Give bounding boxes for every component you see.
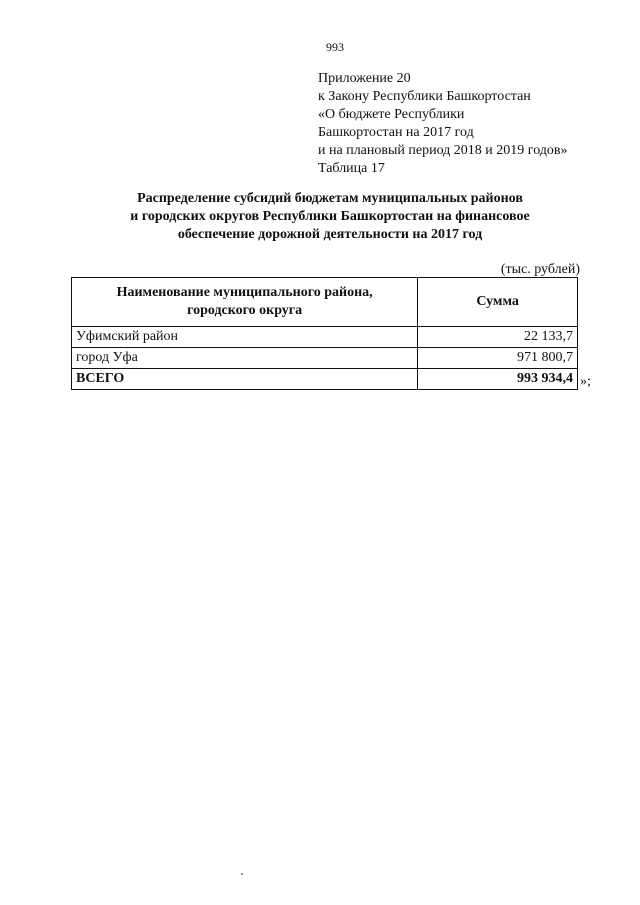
document-title [80,190,580,244]
header-name [72,278,418,327]
closing-quote-mark: »; [580,374,591,389]
table-row [72,327,578,348]
appendix-line: к Закону Республики Башкортостан [318,89,531,104]
units-label: (тыс. рублей) [500,262,580,277]
row-sum: 971 800,7 [418,348,578,369]
total-row [72,369,578,390]
appendix-line: «О бюджете Республики [318,107,465,122]
subsidies-table [71,277,578,390]
appendix-line: Приложение 20 [318,71,411,86]
title-line: обеспечение дорожной деятельности на 2017 год [177,227,483,242]
page-number: 993 [326,40,344,54]
row-sum: 22 133,7 [418,327,578,348]
appendix-line: и на плановый период 2018 и 2019 годов» [318,143,568,158]
title-line: и городских округов Республики Башкортостан на финансовое [130,209,530,224]
table-row [72,348,578,369]
scan-speck [241,873,243,875]
table-header-row [72,278,578,327]
total-sum: 993 934,4 [418,369,578,390]
total-label: ВСЕГО [72,369,418,390]
header-name-line: Наименование муниципального района, [116,285,373,300]
header-sum: Сумма [418,278,578,327]
row-name: Уфимский район [72,327,418,348]
row-name: город Уфа [72,348,418,369]
header-name-line: городского округа [187,303,303,318]
appendix-line: Башкортостан на 2017 год [318,125,474,140]
table-number: Таблица 17 [318,161,385,176]
title-line: Распределение субсидий бюджетам муниципальных районов [137,191,523,206]
appendix-reference [318,70,568,178]
